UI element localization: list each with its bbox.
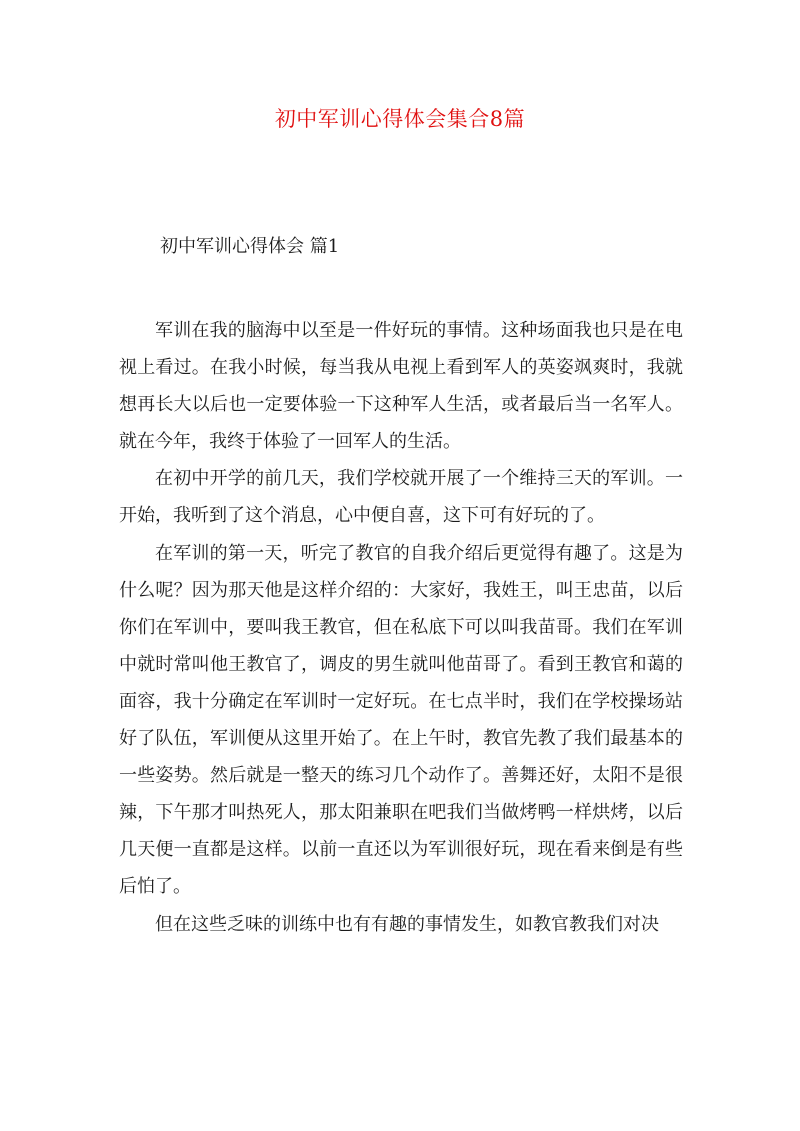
paragraph-1: 军训在我的脑海中以至是一件好玩的事情。这种场面我也只是在电视上看过。在我小时候，每当我从电视上看到军人的英姿飒爽时，我就想再长大以后也一定要体验一下这种军人生活，或者最后当一名军人。就在今年，我终于体验了一回军人的生活。	[119, 320, 683, 453]
paragraph-2: 在初中开学的前几天，我们学校就开展了一个维持三天的军训。一开始，我听到了这个消息，心中便自喜，这下可有好玩的了。	[119, 468, 683, 527]
paragraph-3: 在军训的第一天，听完了教官的自我介绍后更觉得有趣了。这是为什么呢？因为那天他是这样介绍的：大家好，我姓王，叫王忠苗，以后你们在军训中，要叫我王教官，但在私底下可以叫我苗哥。我们在军训中就时常叫他王教官了，调皮的男生就叫他苗哥了。看到王教官和蔼的面容，我十分确定在军训时一定好玩。在七点半时，我们在学校操场站好了队伍，军训便从这里开始了。在上午时，教官先教了我们最基本的一些姿势。然后就是一整天的练习几个动作了。善舞还好，太阳不是很辣，下午那才叫热死人，那太阳兼职在吧我们当做烤鸭一样烘烤，以后几天便一直都是这样。以前一直还以为军训很好玩，现在看来倒是有些后怕了。	[119, 542, 683, 898]
paragraph-4: 但在这些乏味的训练中也有有趣的事情发生，如教官教我们对决	[155, 913, 659, 935]
document-body	[119, 312, 683, 943]
section-heading: 初中军训心得体会 篇1	[160, 236, 340, 257]
document-title: 初中军训心得体会集合8篇	[274, 107, 526, 131]
